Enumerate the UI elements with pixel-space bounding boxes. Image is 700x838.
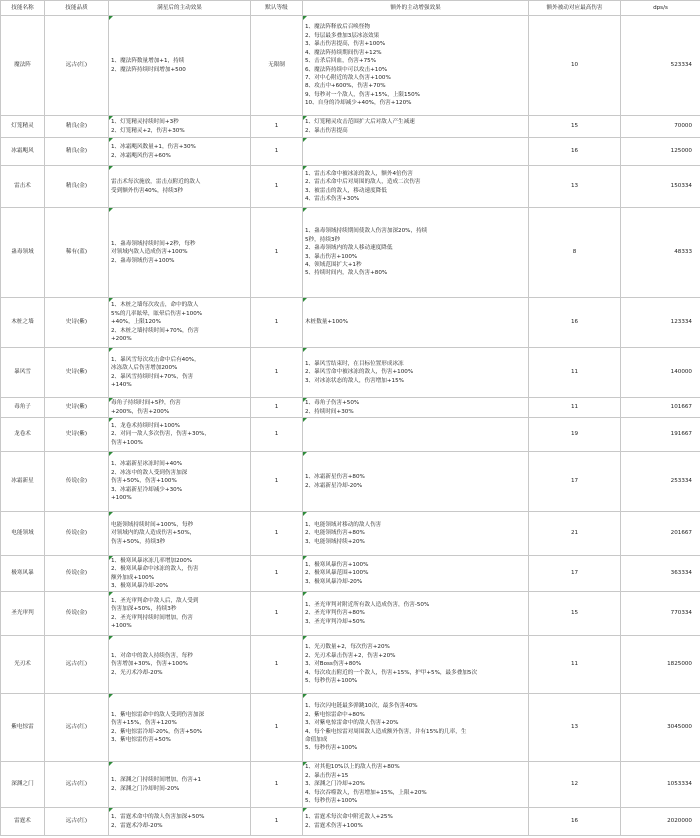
dps-cell[interactable]: 1053334 [621, 762, 700, 808]
active-effect-cell[interactable] [109, 556, 251, 592]
cell-line: 5%的几率眩晕，眩晕后伤害+100% [111, 310, 203, 317]
bonus-effect-cell[interactable] [303, 398, 529, 418]
header-cell[interactable]: 技能名称 [1, 1, 45, 16]
cell-line: 2、暴击伤害+15 [305, 772, 349, 779]
skill-name-cell[interactable]: 木桩之墙 [1, 298, 45, 348]
cell-line: 电能领域持续时间+100%，每秒 [111, 521, 194, 528]
table-body [1, 16, 700, 836]
cell-line: 5、持续时间内，敌人伤害+80% [305, 270, 388, 277]
max-count-cell[interactable]: 11 [529, 398, 621, 418]
cell-line: +100% [111, 495, 132, 502]
cell-line: 2、冰冻中的敌人受到伤害加深 [111, 469, 188, 476]
dps-cell[interactable]: 70000 [621, 116, 700, 138]
skill-quality-cell[interactable]: 精良(金) [45, 166, 109, 208]
skill-quality-cell[interactable]: 传说(金) [45, 592, 109, 636]
max-count-cell[interactable]: 8 [529, 208, 621, 298]
skill-name-cell[interactable]: 圣光审判 [1, 592, 45, 636]
default-level-cell[interactable]: 1 [251, 348, 303, 398]
cell-line: 2、暴风雪持续时间+70%，伤害 [111, 373, 194, 380]
cell-line: 4、每次吞噬敌人，伤害增加+15%，上限+20% [305, 789, 427, 796]
skill-quality-cell[interactable]: 传说(金) [45, 512, 109, 556]
cell-line: 1、圣光审判对附近所有敌人造成伤害，伤害-50% [305, 601, 430, 608]
cell-line: 1、灯笼精灵持续时间+3秒 [111, 119, 179, 126]
skill-name-cell[interactable]: 暴风雪 [1, 348, 45, 398]
dps-cell[interactable]: 48333 [621, 208, 700, 298]
cell-line: 1、冰霜飓风数量+1，伤害+30% [111, 144, 196, 151]
skill-quality-cell[interactable]: 远古(红) [45, 694, 109, 762]
active-effect-cell[interactable] [109, 208, 251, 298]
cell-line: 伤害增加+30%，伤害+100% [111, 661, 188, 668]
header-cell[interactable]: 满星后的主动效果 [109, 1, 251, 16]
cell-line: 8、攻击中+600%，伤害+70% [305, 83, 386, 90]
cell-line: 5、每秒伤害+100% [305, 678, 358, 685]
active-effect-cell[interactable] [109, 166, 251, 208]
default-level-cell[interactable]: 1 [251, 694, 303, 762]
cell-line: 3、紫电惊雷伤害+50% [111, 736, 171, 743]
cell-line: 1、极寒风暴伤害+100% [305, 561, 369, 568]
cell-line: 木桩数量+100% [305, 319, 349, 326]
active-effect-cell[interactable] [109, 592, 251, 636]
cell-line: 伤害加深+50%，持续3秒 [111, 606, 177, 613]
cell-line: 1、每次闪电链最多弹跳10次，最多伤害40% [305, 703, 418, 710]
table-row [1, 418, 700, 452]
max-count-cell[interactable]: 15 [529, 592, 621, 636]
bonus-effect-cell[interactable] [303, 418, 529, 452]
skill-quality-cell[interactable]: 史诗(紫) [45, 398, 109, 418]
cell-line: 2、圣光审判持续时间增加，伤害 [111, 614, 193, 621]
cell-line: 1、深渊之门持续时间增加，伤害+1 [111, 777, 202, 784]
cell-line: 4、魔法阵持续期间伤害+12% [305, 49, 382, 56]
skill-name-cell[interactable]: 深渊之门 [1, 762, 45, 808]
cell-line: +200% [111, 336, 132, 343]
bonus-effect-cell[interactable] [303, 592, 529, 636]
max-count-cell[interactable]: 15 [529, 116, 621, 138]
cell-line: 命值加成 [305, 736, 328, 743]
cell-line: 1、暴风雪结束时，在目标位置形成冰冻 [305, 360, 404, 367]
header-cell[interactable]: 额外被动对应最高伤害 [529, 1, 621, 16]
dps-cell[interactable]: 363334 [621, 556, 700, 592]
bonus-effect-cell[interactable] [303, 116, 529, 138]
cell-line: 2、冰霜新星冷却-20% [305, 482, 363, 489]
table-row [1, 636, 700, 694]
skill-name-cell[interactable]: 冰霜新星 [1, 452, 45, 512]
header-cell[interactable]: dps/s [621, 1, 700, 16]
max-count-cell[interactable]: 16 [529, 298, 621, 348]
cell-line: 1、冰霜新星伤害+80% [305, 474, 365, 481]
cell-line: 2、持续时间+30% [305, 408, 354, 415]
active-effect-cell[interactable] [109, 636, 251, 694]
cell-line: +40%，上限120% [111, 319, 161, 326]
skill-name-cell[interactable]: 冰霜飓风 [1, 138, 45, 166]
cell-line: 1、灯笼精灵攻击范围扩大后对敌人产生减速 [305, 119, 415, 126]
cell-line: 对领域内的敌人造成伤害+50%， [111, 530, 196, 537]
cell-line: 3、极寒风暴冷却-20% [111, 582, 169, 589]
cell-line: 1、龙卷术持续时间+100% [111, 422, 180, 429]
table-row [1, 298, 700, 348]
table-row [1, 808, 700, 836]
skill-quality-cell[interactable]: 精良(金) [45, 116, 109, 138]
table-row [1, 398, 700, 418]
skill-quality-cell[interactable]: 传说(金) [45, 452, 109, 512]
cell-line: 3、对冰冻状态的敌人，伤害增加+15% [305, 377, 404, 384]
active-effect-cell[interactable] [109, 512, 251, 556]
bonus-effect-cell[interactable] [303, 16, 529, 116]
bonus-effect-cell[interactable] [303, 512, 529, 556]
cell-line: 3、圣光审判冷却+50% [305, 618, 365, 625]
skill-name-cell[interactable]: 雷击术 [1, 166, 45, 208]
cell-line: 1、对命中的敌人持续伤害，每秒 [111, 652, 193, 659]
table-row [1, 694, 700, 762]
cell-line: 1、暴风雪每次攻击命中后有40%， [111, 356, 200, 363]
cell-line: 2、雷击术命中后对周围的敌人，造成二次伤害 [305, 179, 421, 186]
bonus-effect-cell[interactable] [303, 694, 529, 762]
max-count-cell[interactable]: 13 [529, 166, 621, 208]
cell-line: 5、击杀后回血，伤害+75% [305, 58, 377, 65]
skill-quality-cell[interactable]: 传说(金) [45, 556, 109, 592]
header-cell[interactable]: 额外的主动增强效果 [303, 1, 529, 16]
cell-line: 1、雷霆术命中的敌人伤害加深+50% [111, 814, 205, 821]
dps-cell[interactable]: 191667 [621, 418, 700, 452]
default-level-cell[interactable]: 1 [251, 556, 303, 592]
dps-cell[interactable]: 3045000 [621, 694, 700, 762]
active-effect-cell[interactable] [109, 116, 251, 138]
dps-cell[interactable]: 2020000 [621, 808, 700, 836]
skill-quality-cell[interactable]: 史诗(紫) [45, 298, 109, 348]
cell-line: 1、木桩之墙每次攻击，命中的敌人 [111, 302, 199, 309]
cell-line: 伤害+50%，持续3秒 [111, 538, 166, 545]
active-effect-cell[interactable] [109, 694, 251, 762]
cell-line: 2、光刃术暴击伤害+2，伤害+20% [305, 652, 396, 659]
max-count-cell[interactable]: 16 [529, 808, 621, 836]
default-level-cell[interactable]: 1 [251, 298, 303, 348]
skill-name-cell[interactable]: 灯笼精灵 [1, 116, 45, 138]
cell-line: 3、对Boss伤害+80% [305, 661, 362, 668]
dps-cell[interactable]: 125000 [621, 138, 700, 166]
skill-name-cell[interactable]: 电能领域 [1, 512, 45, 556]
cell-line: 1、雷霆术每次命中附近敌人+25% [305, 814, 393, 821]
skill-quality-cell[interactable]: 稀有(蓝) [45, 208, 109, 298]
table-row [1, 762, 700, 808]
cell-line: 1、对其他10%以上的敌人伤害+80% [305, 764, 400, 771]
default-level-cell[interactable]: 1 [251, 398, 303, 418]
cell-line: 2、每层最多叠加3层冰冻效果 [305, 32, 380, 39]
skill-name-cell[interactable]: 蛊毒领域 [1, 208, 45, 298]
cell-line: 2、紫电惊雷命中+80% [305, 711, 365, 718]
skill-name-cell[interactable]: 雷霆术 [1, 808, 45, 836]
cell-line: 3、冰霜新星冷却减少+30% [111, 486, 183, 493]
max-count-cell[interactable]: 11 [529, 348, 621, 398]
cell-line: 2、雷霆术冷却-20% [111, 822, 163, 829]
cell-line: 1、电能领域对移动的敌人伤害 [305, 521, 382, 528]
cell-line: 4、每个紫电惊雷对周围敌人造成额外伤害，并有15%的几率，生 [305, 728, 467, 735]
skill-name-cell[interactable]: 光刃术 [1, 636, 45, 694]
skill-name-cell[interactable]: 毒角子 [1, 398, 45, 418]
max-count-cell[interactable]: 17 [529, 452, 621, 512]
cell-line: +140% [111, 381, 132, 388]
max-count-cell[interactable]: 11 [529, 636, 621, 694]
default-level-cell[interactable]: 1 [251, 452, 303, 512]
cell-line: 伤害+15%，伤害+120% [111, 720, 177, 727]
cell-line: 1、极寒风暴冰冻几率增加200% [111, 557, 193, 564]
cell-line: 2、光刃术冷却-20% [111, 669, 163, 676]
bonus-effect-cell[interactable] [303, 166, 529, 208]
default-level-cell[interactable]: 1 [251, 116, 303, 138]
default-level-cell[interactable]: 1 [251, 636, 303, 694]
bonus-effect-cell[interactable] [303, 138, 529, 166]
skill-quality-cell[interactable]: 远古(红) [45, 762, 109, 808]
active-effect-cell[interactable] [109, 16, 251, 116]
cell-line: 4、每次攻击附近的一个敌人，伤害+15%，护甲+5%，最多叠加5次 [305, 669, 478, 676]
cell-line: 2、灯笼精灵+2，伤害+30% [111, 127, 185, 134]
cell-line: 雷击术每次施放，雷击点附近的敌人 [111, 179, 201, 186]
table-row [1, 512, 700, 556]
cell-line: 2、魔法阵持续时间增加+500 [111, 66, 186, 73]
cell-line: +100% [111, 622, 132, 629]
cell-line: 2、木桩之墙持续时间+70%，伤害 [111, 327, 199, 334]
default-level-cell[interactable]: 1 [251, 208, 303, 298]
cell-line: 2、蛊毒领域内的敌人移动速度降低 [305, 245, 393, 252]
default-level-cell[interactable]: 无限制 [251, 16, 303, 116]
table-row [1, 592, 700, 636]
cell-line: 1、圣光审判命中敌人后，敌人受到 [111, 597, 199, 604]
cell-line: 3、深渊之门冷却+20% [305, 781, 365, 788]
cell-line: 额外加成+100% [111, 574, 155, 581]
cell-line: 冰冻敌人后伤害增加200% [111, 365, 178, 372]
cell-line: 7、对中心附近的敌人伤害+100% [305, 74, 391, 81]
cell-line: 3、电能领域持续+20% [305, 538, 365, 545]
dps-cell[interactable]: 201667 [621, 512, 700, 556]
skill-name-cell[interactable]: 魔法阵 [1, 16, 45, 116]
bonus-effect-cell[interactable] [303, 556, 529, 592]
bonus-effect-cell[interactable] [303, 762, 529, 808]
cell-line: 9、每秒对一个敌人，伤害+15%，上限150% [305, 91, 420, 98]
default-level-cell[interactable]: 1 [251, 138, 303, 166]
cell-line: 2、暴击伤害提高 [305, 127, 348, 134]
default-level-cell[interactable]: 1 [251, 762, 303, 808]
cell-line: 3、暴击伤害提高，伤害+100% [305, 41, 386, 48]
cell-line: 2、冰霜飓风伤害+60% [111, 152, 171, 159]
cell-line: 伤害+50%，伤害+100% [111, 478, 177, 485]
table-row [1, 556, 700, 592]
cell-line: 2、对同一敌人多次伤害，伤害+30%， [111, 431, 210, 438]
dps-cell[interactable]: 523334 [621, 16, 700, 116]
default-level-cell[interactable]: 1 [251, 808, 303, 836]
cell-line: +200%，伤害+200% [111, 408, 170, 415]
active-effect-cell[interactable] [109, 762, 251, 808]
cell-line: 1、毒角子伤害+50% [305, 400, 360, 407]
cell-line: 2、暴风雪命中被冰冻的敌人，伤害+100% [305, 369, 414, 376]
skill-quality-cell[interactable]: 远古(红) [45, 636, 109, 694]
bonus-effect-cell[interactable] [303, 298, 529, 348]
table-row [1, 138, 700, 166]
cell-line: 2、蛊毒领域伤害+100% [111, 257, 175, 264]
cell-line: 5秒，持续3秒 [305, 236, 341, 243]
cell-line: 2、极寒风暴范围+100% [305, 570, 369, 577]
header-cell[interactable]: 默认等级 [251, 1, 303, 16]
cell-line: 1、冰霜新星冰冻时间+40% [111, 461, 183, 468]
cell-line: 5、每秒伤害+100% [305, 798, 358, 805]
cell-line: 3、被雷击的敌人，移动速度降低 [305, 187, 387, 194]
table-row [1, 452, 700, 512]
skill-quality-cell[interactable]: 史诗(紫) [45, 418, 109, 452]
skill-name-cell[interactable]: 紫电惊雷 [1, 694, 45, 762]
skill-quality-cell[interactable]: 精良(金) [45, 138, 109, 166]
active-effect-cell[interactable] [109, 138, 251, 166]
default-level-cell[interactable]: 1 [251, 418, 303, 452]
cell-line: 3、暴击伤害+100% [305, 253, 358, 260]
cell-line: 6、魔法阵持续中可以攻击+10% [305, 66, 388, 73]
cell-line: 4、雷击术伤害+30% [305, 195, 360, 202]
default-level-cell[interactable]: 1 [251, 166, 303, 208]
cell-line: 1、紫电惊雷命中的敌人受到伤害加深 [111, 711, 205, 718]
default-level-cell[interactable]: 1 [251, 592, 303, 636]
skill-name-cell[interactable]: 极寒风暴 [1, 556, 45, 592]
cell-line: 1、魔法阵数量增加+1，持续 [111, 58, 185, 65]
max-count-cell[interactable]: 16 [529, 138, 621, 166]
skill-name-cell[interactable]: 龙卷术 [1, 418, 45, 452]
cell-line: 4、领域范围扩大+1秒 [305, 261, 362, 268]
header-row [1, 1, 700, 16]
max-count-cell[interactable]: 13 [529, 694, 621, 762]
cell-line: 2、电能领域伤害+80% [305, 530, 365, 537]
dps-cell[interactable]: 1825000 [621, 636, 700, 694]
max-count-cell[interactable]: 19 [529, 418, 621, 452]
max-count-cell[interactable]: 10 [529, 16, 621, 116]
dps-cell[interactable]: 770334 [621, 592, 700, 636]
cell-line: 3、对紫电惊雷命中的敌人伤害+20% [305, 720, 399, 727]
skill-quality-cell[interactable]: 远古(红) [45, 16, 109, 116]
cell-line: 5、每秒伤害+100% [305, 745, 358, 752]
dps-cell[interactable]: 123334 [621, 298, 700, 348]
cell-line: 毒角子持续时间+5秒，伤害 [111, 400, 181, 407]
default-level-cell[interactable]: 1 [251, 512, 303, 556]
cell-line: 2、极寒风暴命中冰冻的敌人，伤害 [111, 566, 199, 573]
cell-line: 受到额外伤害40%，持续3秒 [111, 187, 183, 194]
cell-line: 1、魔法阵释放后召唤怪物 [305, 24, 371, 31]
cell-line: 2、圣光审判伤害+80% [305, 610, 365, 617]
dps-cell[interactable]: 253334 [621, 452, 700, 512]
active-effect-cell[interactable] [109, 808, 251, 836]
table-row [1, 166, 700, 208]
skill-quality-cell[interactable]: 史诗(紫) [45, 348, 109, 398]
cell-line: 2、深渊之门冷却时间-20% [111, 785, 180, 792]
dps-cell[interactable]: 150334 [621, 166, 700, 208]
table-row [1, 116, 700, 138]
bonus-effect-cell[interactable] [303, 808, 529, 836]
active-effect-cell[interactable] [109, 348, 251, 398]
skill-quality-cell[interactable]: 远古(红) [45, 808, 109, 836]
cell-line: 1、光刃数量+2，每次伤害+20% [305, 644, 390, 651]
bonus-effect-cell[interactable] [303, 636, 529, 694]
cell-line: 3、极寒风暴冷却-20% [305, 578, 363, 585]
cell-line: 2、紫电惊雷冷却-20%，伤害+50% [111, 728, 203, 735]
cell-line: 1、蛊毒领域持续时间+2秒，每秒 [111, 240, 196, 247]
cell-line: 伤害+100% [111, 439, 143, 446]
cell-line: 1、雷击术命中被冰冻的敌人，额外4倍伤害 [305, 170, 413, 177]
cell-line: 对领域内敌人造成伤害+100% [111, 249, 188, 256]
active-effect-cell[interactable] [109, 298, 251, 348]
bonus-effect-cell[interactable] [303, 348, 529, 398]
max-count-cell[interactable]: 12 [529, 762, 621, 808]
table-row [1, 208, 700, 298]
max-count-cell[interactable]: 17 [529, 556, 621, 592]
cell-line: 2、雷霆术伤害+100% [305, 822, 363, 829]
table-row [1, 348, 700, 398]
active-effect-cell[interactable] [109, 398, 251, 418]
table-row [1, 16, 700, 116]
dps-cell[interactable]: 140000 [621, 348, 700, 398]
header-cell[interactable]: 技能品质 [45, 1, 109, 16]
active-effect-cell[interactable] [109, 418, 251, 452]
cell-line: 10、自身的冷却减少+40%，伤害+120% [305, 100, 412, 107]
active-effect-cell[interactable] [109, 452, 251, 512]
dps-cell[interactable]: 101667 [621, 398, 700, 418]
max-count-cell[interactable]: 21 [529, 512, 621, 556]
bonus-effect-cell[interactable] [303, 208, 529, 298]
bonus-effect-cell[interactable] [303, 452, 529, 512]
cell-line: 1、蛊毒领域持续期间使敌人伤害加深20%，持续 [305, 228, 428, 235]
